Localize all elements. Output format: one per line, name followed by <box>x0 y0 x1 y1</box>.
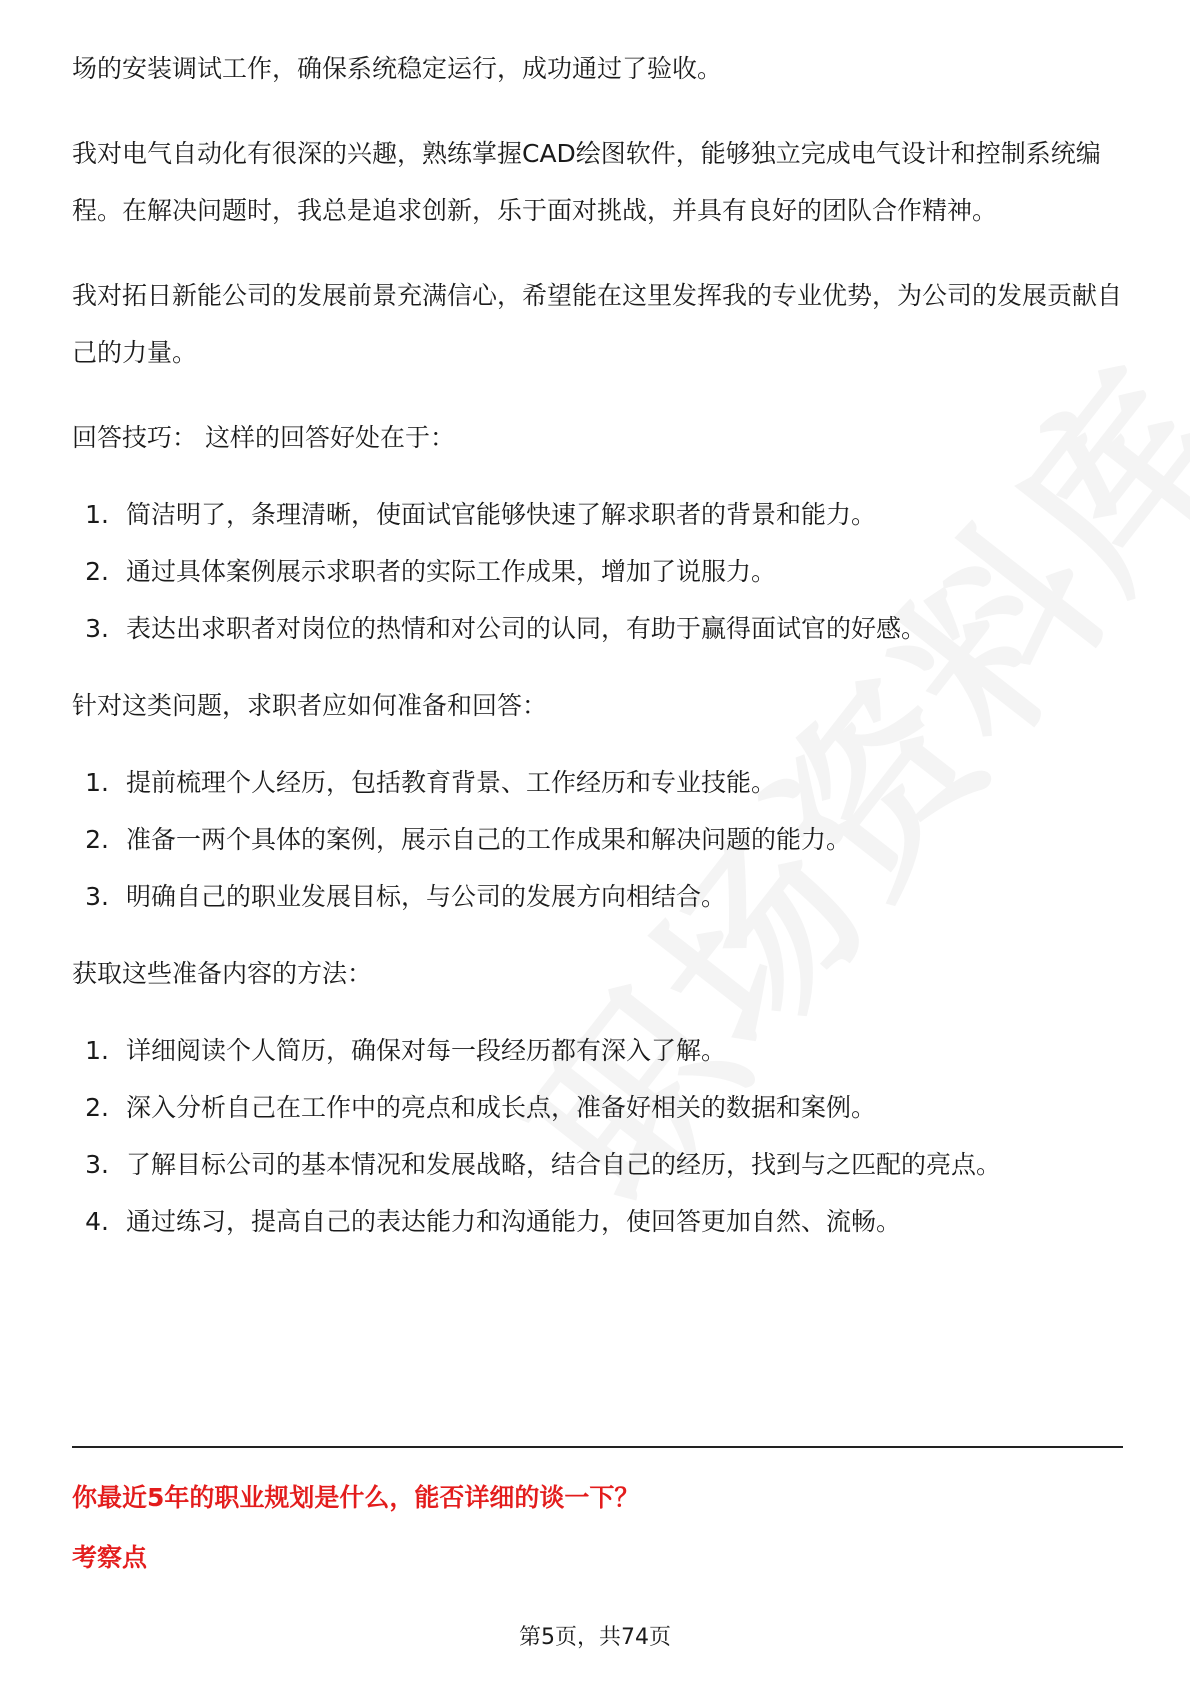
list-text: 明确自己的职业发展目标，与公司的发展方向相结合。 <box>126 882 727 911</box>
methods-list <box>72 1022 1122 1250</box>
list-text: 表达出求职者对岗位的热情和对公司的认同，有助于赢得面试官的好感。 <box>126 614 927 643</box>
list-item <box>72 1136 1122 1193</box>
main-content <box>72 40 1122 1270</box>
list-text: 准备一两个具体的案例，展示自己的工作成果和解决问题的能力。 <box>126 825 852 854</box>
list-item <box>72 1193 1122 1250</box>
list-number: 3. <box>85 882 109 911</box>
paragraph-2: 我对电气自动化有很深的兴趣，熟练掌握CAD绘图软件，能够独立完成电气设计和控制系统编程。在解决问题时，我总是追求创新，乐于面对挑战，并具有良好的团队合作精神。 <box>72 139 1101 225</box>
list-number: 2. <box>85 557 109 586</box>
prepare-list <box>72 754 1122 925</box>
list-text: 简洁明了，条理清晰，使面试官能够快速了解求职者的背景和能力。 <box>126 500 877 529</box>
prepare-heading: 针对这类问题，求职者应如何准备和回答： <box>72 691 548 720</box>
list-item <box>72 1079 1122 1136</box>
list-number: 2. <box>85 1093 109 1122</box>
question-subtitle: 考察点 <box>72 1543 148 1572</box>
list-text: 了解目标公司的基本情况和发展战略，结合自己的经历，找到与之匹配的亮点。 <box>126 1150 1002 1179</box>
tips-heading: 回答技巧： 这样的回答好处在于： <box>72 423 455 452</box>
list-number: 2. <box>85 825 109 854</box>
list-item <box>72 543 1122 600</box>
section-divider <box>72 1446 1123 1448</box>
methods-heading: 获取这些准备内容的方法： <box>72 959 373 988</box>
list-number: 1. <box>85 500 109 529</box>
list-text: 通过练习，提高自己的表达能力和沟通能力，使回答更加自然、流畅。 <box>126 1207 902 1236</box>
list-item <box>72 811 1122 868</box>
paragraph-3: 我对拓日新能公司的发展前景充满信心，希望能在这里发挥我的专业优势，为公司的发展贡献自己的力量。 <box>72 281 1123 367</box>
list-number: 3. <box>85 614 109 643</box>
list-number: 3. <box>85 1150 109 1179</box>
tips-list <box>72 486 1122 657</box>
list-text: 通过具体案例展示求职者的实际工作成果，增加了说服力。 <box>126 557 777 586</box>
list-number: 1. <box>85 768 109 797</box>
page-footer: 第5页，共74页 <box>519 1625 671 1650</box>
list-number: 4. <box>85 1207 109 1236</box>
paragraph-1: 场的安装调试工作，确保系统稳定运行，成功通过了验收。 <box>72 54 723 83</box>
list-item <box>72 600 1122 657</box>
list-item <box>72 486 1122 543</box>
list-item <box>72 754 1122 811</box>
list-text: 提前梳理个人经历，包括教育背景、工作经历和专业技能。 <box>126 768 777 797</box>
question-title: 你最近5年的职业规划是什么，能否详细的谈一下？ <box>72 1483 640 1512</box>
list-text: 深入分析自己在工作中的亮点和成长点，准备好相关的数据和案例。 <box>126 1093 877 1122</box>
list-number: 1. <box>85 1036 109 1065</box>
list-item <box>72 1022 1122 1079</box>
list-item <box>72 868 1122 925</box>
list-text: 详细阅读个人简历，确保对每一段经历都有深入了解。 <box>126 1036 727 1065</box>
